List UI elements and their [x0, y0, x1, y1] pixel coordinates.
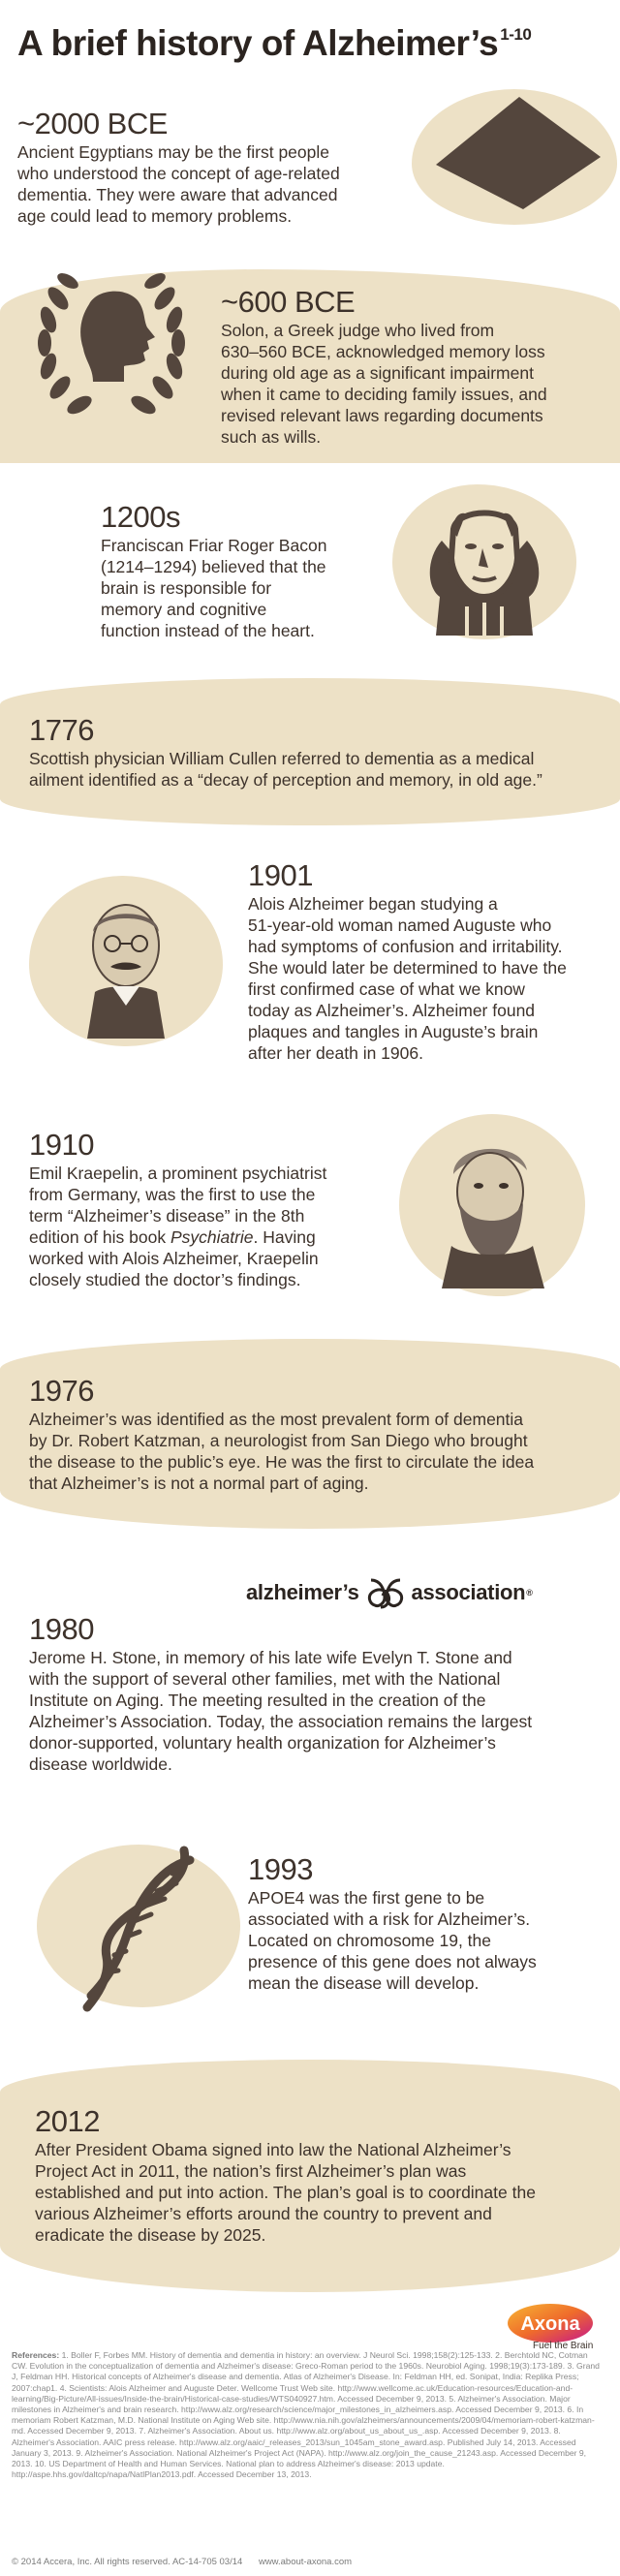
laurel-profile-icon	[29, 260, 194, 424]
footer	[12, 2557, 352, 2567]
entry-year: 1776	[29, 713, 94, 747]
entry-text: Jerome H. Stone, in memory of his late wife Evelyn T. Stone and with the support of several other families, met with the National Institute on Aging. The meeting resulted in the creation of the Alzheimer’s Association. Today, the association remains the largest donor-supported, voluntary health organization for Alzheimer’s disease worldwide.	[29, 1648, 533, 1774]
entry-year: 2012	[35, 2104, 100, 2138]
entry-text: Solon, a Greek judge who lived from 630–560 BCE, acknowledged memory loss during old age as a significant impairment when it came to deciding family issues, and revised relevant laws regarding documents such as wills.	[221, 321, 547, 447]
kraepelin-portrait-icon	[415, 1124, 570, 1288]
entry-year: 1901	[248, 858, 313, 892]
axona-logo	[506, 2302, 595, 2344]
book-title: Psychiatrie	[170, 1227, 254, 1247]
axona-tagline: Fuel the Brain	[533, 2341, 594, 2351]
alois-alzheimer-portrait-icon	[48, 884, 203, 1039]
pyramid-icon	[426, 93, 610, 217]
entry-year: 1993	[248, 1852, 313, 1886]
entry-year: 1200s	[101, 500, 180, 534]
axona-wordmark: Axona	[520, 2313, 580, 2335]
entry-text: Franciscan Friar Roger Bacon (1214–1294) believed that the brain is responsible for memory and cognitive function instead of the heart.	[101, 536, 327, 640]
references	[12, 2350, 604, 2480]
friar-portrait-icon	[397, 490, 572, 636]
entry-text: Emil Kraepelin, a prominent psychiatrist from Germany, was the first to use the term “Alzheimer’s disease” in the 8th edition of his book Psychiatrie. Having worked with Alois Alzheimer, Kraepelin closely studied the doctor’s findings.	[29, 1164, 327, 1289]
entry-text: Ancient Egyptians may be the first people who understood the concept of age-related dementia. They were aware that advanced age could lead to memory problems.	[17, 142, 340, 226]
dna-helix-icon	[68, 1841, 213, 2015]
references-text: 1. Boller F, Forbes MM. History of dementia and dementia in history: an overview. J Neurol Sci. 1998;158(2):125-133. 2. Berchtold NC, Cotman CW. Evolution in the conceptualization of dementia and Alzheimer's disease: Greco-Roman period to the 1960s. Neurobiol Aging. 1998;19(3):173-189. 3. Grand J, Feldman HH. Historical concepts of Alzheimer's disease and dementia. Atlas of Alzheimer's Disease. In: Feldman HH, ed. Sonipat, India: Replika Press; 2007:chap1. 4. Scientists: Alois Alzheimer and Auguste Deter. Wellcome Trust Web site. http://www.wellcome.ac.uk/Education-resources/Education-and-learning/Big-Picture/All-issues/Inside-the-brain/Historical-case-studies/WTS040927.htm. Accessed December 9, 2013. 5. Alzheimer's Association. Major milestones in Alzheimer's and brain research. http://www.alz.org/research/science/major_milestones_in_alzheimers.asp. Accessed December 9, 2013. 6. In memoriam Robert Katzman, M.D. National Institute on Aging Web site. http://www.nia.nih.gov/alzheimers/announcements/2009/04/memoriam-robert-katzman-md. Accessed December 9, 2013. 7. Alzheimer's Association. About us. http://www.alz.org/about_us_about_us_.asp. Accessed December 9, 2013. 8. Alzheimer's Association. AAIC press release. http://www.alz.org/aaic/_releases_2013/sun_1045am_stone_award.asp. Published July 14, 2013. Accessed January 3, 2013. 9. Alzheimer's Association. National Alzheimer's Project Act (NAPA). http://www.alz.org/join_the_cause_21243.asp. Accessed December 9, 2013. 10. US Department of Health and Human Services. National plan to address Alzheimer's disease: 2013 update. http://aspe.hhs.gov/daltcp/napa/NatlPlan2013.pdf. Accessed December 13, 2013.	[12, 2350, 600, 2480]
alzheimers-association-logo: alzheimer’s association ®	[246, 1576, 533, 1609]
references-label: References:	[12, 2350, 60, 2360]
entry-text: Alois Alzheimer began studying a 51-year-old woman named Auguste who had symptoms of confusion and irritability. She would later be determined to have the first confirmed case of what we know today as Alzheimer’s. Alzheimer found plaques and tangles in Auguste’s brain after her death in 1906.	[248, 894, 567, 1063]
alzheimers-association-mark-icon	[365, 1576, 406, 1609]
entry-year: 1980	[29, 1612, 94, 1646]
entry-text: After President Obama signed into law the National Alzheimer’s Project Act in 2011, the nation’s first Alzheimer’s plan was established and put into action. The plan’s goal is to coordinate the various Alzheimer’s efforts around the country to prevent and eradicate the disease by 2025.	[35, 2140, 536, 2245]
title-reference-marker: 1-10	[500, 25, 532, 44]
entry-text: APOE4 was the first gene to be associated with a risk for Alzheimer’s. Located on chromosome 19, the presence of this gene does not always mean the disease will develop.	[248, 1888, 537, 1993]
entry-text: Scottish physician William Cullen referred to dementia as a medical ailment identified as a “decay of perception and memory, in old age.”	[29, 749, 542, 790]
copyright-text: © 2014 Accera, Inc. All rights reserved. AC-14-705 03/14	[12, 2557, 243, 2567]
entry-year: ~2000 BCE	[17, 107, 168, 140]
page-title: A brief history of Alzheimer’s $^{1-10}$	[17, 23, 532, 63]
entry-year: 1910	[29, 1128, 94, 1162]
entry-year: ~600 BCE	[221, 285, 356, 319]
entry-text: Alzheimer’s was identified as the most prevalent form of dementia by Dr. Robert Katzman, a neurologist from San Diego who brought the disease to the public’s eye. He was the first to circulate the idea that Alzheimer’s is not a normal part of aging.	[29, 1410, 535, 1493]
footer-url[interactable]: www.about-axona.com	[258, 2557, 353, 2567]
entry-year: 1976	[29, 1374, 94, 1408]
